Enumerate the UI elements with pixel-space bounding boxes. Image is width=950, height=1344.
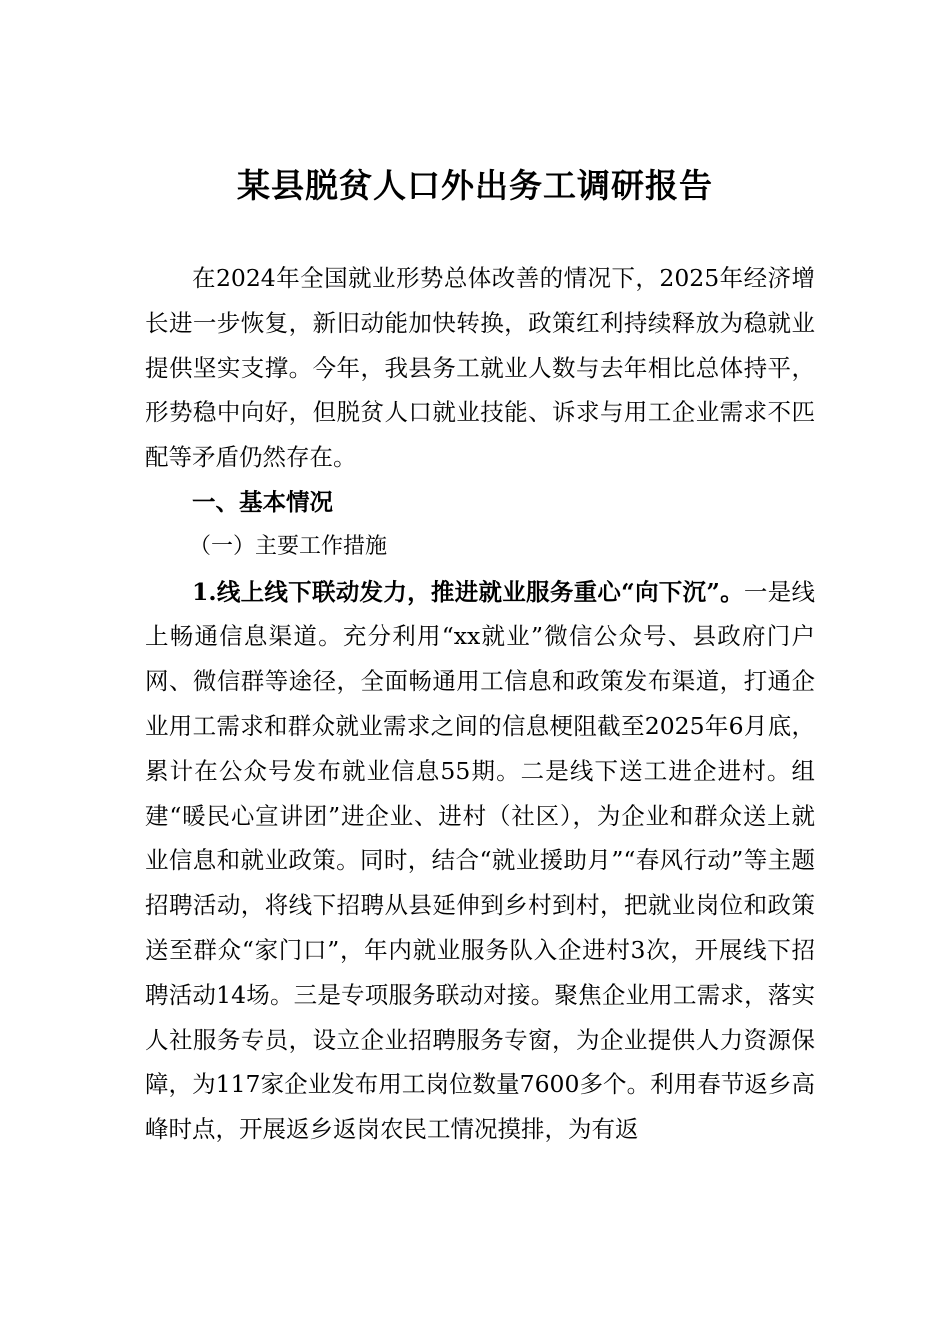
document-title: 某县脱贫人口外出务工调研报告 — [237, 166, 713, 205]
document-body — [145, 256, 815, 1152]
item-1-paragraph — [145, 570, 815, 1152]
intro-paragraph: 在2024年全国就业形势总体改善的情况下，2025年经济增长进一步恢复，新旧动能加快转换，政策红利持续释放为稳就业提供坚实支撑。今年，我县务工就业人数与去年相比总体持平，形势稳中向好，但脱贫人口就业技能、诉求与用工企业需求不匹配等矛盾仍然存在。 — [145, 264, 815, 472]
item-1-lead: 1.线上线下联动发力，推进就业服务重心“向下沉”。 — [192, 577, 744, 606]
item-1-body: 一是线上畅通信息渠道。充分利用“xx就业”微信公众号、县政府门户网、微信群等途径，全面畅通用工信息和政策发布渠道，打通企业用工需求和群众就业需求之间的信息梗阻截至2025年6月底，累计在公众号发布就业信息55期。二是线下送工进企进村。组建“暖民心宣讲团”进企业、进村（社区），为企业和群众送上就业信息和就业政策。同时，结合“就业援助月”“春风行动”等主题招聘活动，将线下招聘从县延伸到乡村到村，把就业岗位和政策送至群众“家门口”，年内就业服务队入企进村3次，开展线下招聘活动14场。三是专项服务联动对接。聚焦企业用工需求，落实人社服务专员，设立企业招聘服务专窗，为企业提供人力资源保障，为117家企业发布用工岗位数量7600多个。利用春节返乡高峰时点，开展返乡返岗农民工情况摸排，为有返 — [145, 577, 815, 1144]
section-heading-basic-situation: 一、基本情况 — [192, 487, 333, 516]
subsection-heading-main-measures: （一）主要工作措施 — [189, 533, 388, 559]
